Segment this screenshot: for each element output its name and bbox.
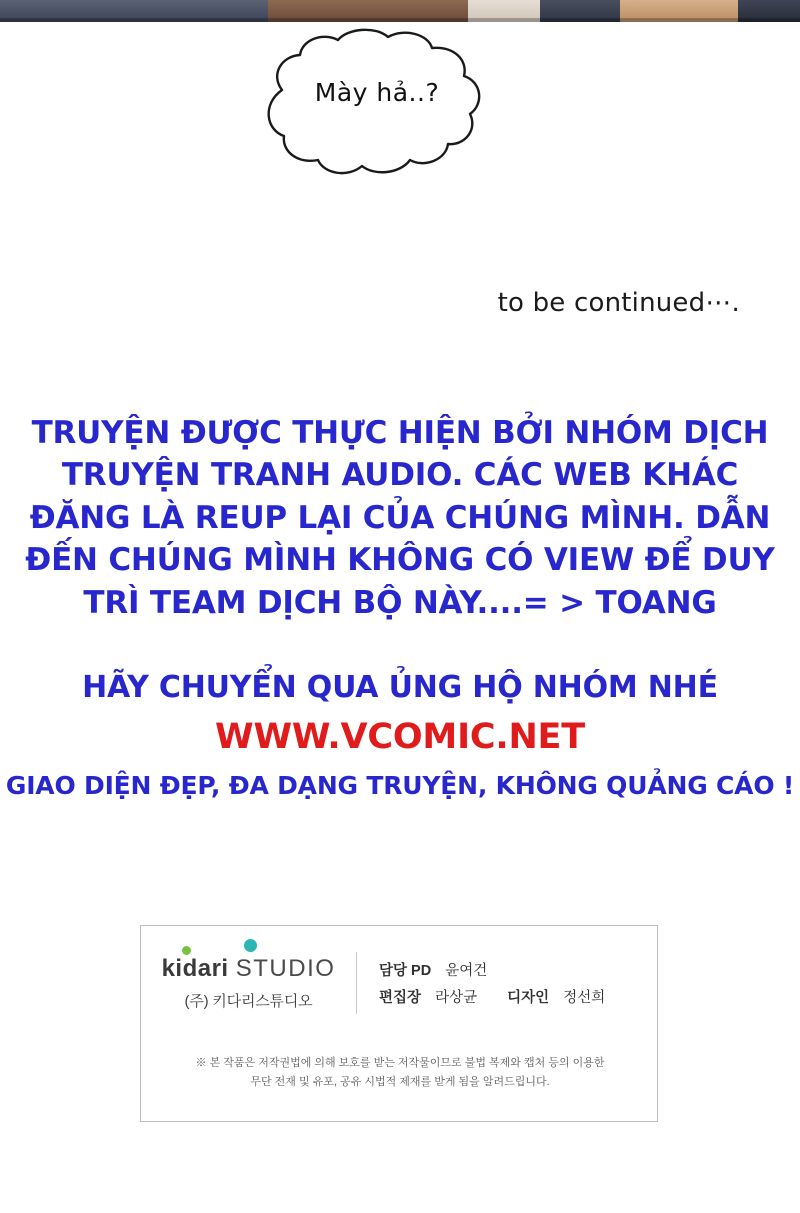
studio-credit-box	[140, 925, 658, 1122]
promo-cta-text: HÃY CHUYỂN QUA ỦNG HỘ NHÓM NHÉ	[82, 670, 718, 706]
staff-name-pd: 윤여건	[445, 963, 488, 979]
staff-name-design: 정선희	[563, 990, 606, 1006]
studio-logo-line	[162, 955, 336, 983]
staff-name-editor: 라상균	[435, 990, 478, 1006]
studio-logo-kidari: kidari	[161, 955, 229, 982]
speech-bubble-text: Mày hả..?	[314, 78, 440, 107]
promo-website-url[interactable]: WWW.VCOMIC.NET	[215, 717, 585, 758]
copyright-notice-line1: ※ 본 작품은 저작권법에 의해 보호를 받는 저작물이므로 불법 복제와 캡처 등의 이용한	[195, 1057, 605, 1069]
panel-bottom-shadow	[0, 18, 800, 22]
comic-panel-strip	[0, 0, 800, 22]
staff-role-editor: 편집장	[379, 990, 422, 1006]
studio-company-name: (주) 키다리스튜디오	[184, 993, 313, 1010]
studio-logo	[141, 955, 356, 1011]
promo-block	[0, 412, 800, 800]
to-be-continued-text: to be continued⋯.	[497, 288, 740, 318]
promo-main-text: TRUYỆN ĐƯỢC THỰC HIỆN BỞI NHÓM DỊCH TRUYỆN TRANH AUDIO. CÁC WEB KHÁC ĐĂNG LÀ REUP LẠI CỦA CHÚNG MÌNH. DẪN ĐẾN CHÚNG MÌNH KHÔNG CÓ VIEW ĐỂ DUY TRÌ TEAM DỊCH BỘ NÀY....= > TOANG	[25, 415, 775, 621]
copyright-notice	[141, 1054, 659, 1093]
staff-role-pd: 담당 PD	[379, 963, 432, 979]
logo-dot-green-icon	[182, 946, 191, 955]
staff-list	[357, 953, 631, 1013]
copyright-notice-line2: 무단 전재 및 유포, 공유 시법적 제재를 받게 됨을 알려드립니다.	[250, 1076, 550, 1089]
logo-pin-teal-icon	[244, 939, 257, 952]
credit-top-row	[141, 926, 657, 1014]
staff-row	[379, 959, 631, 980]
staff-role-design: 디자인	[507, 990, 550, 1006]
studio-logo-studio: STUDIO	[235, 955, 336, 982]
speech-bubble	[252, 28, 502, 186]
promo-subtitle-text: GIAO DIỆN ĐẸP, ĐA DẠNG TRUYỆN, KHÔNG QUẢNG CÁO !	[5, 771, 795, 801]
staff-row	[379, 986, 631, 1007]
